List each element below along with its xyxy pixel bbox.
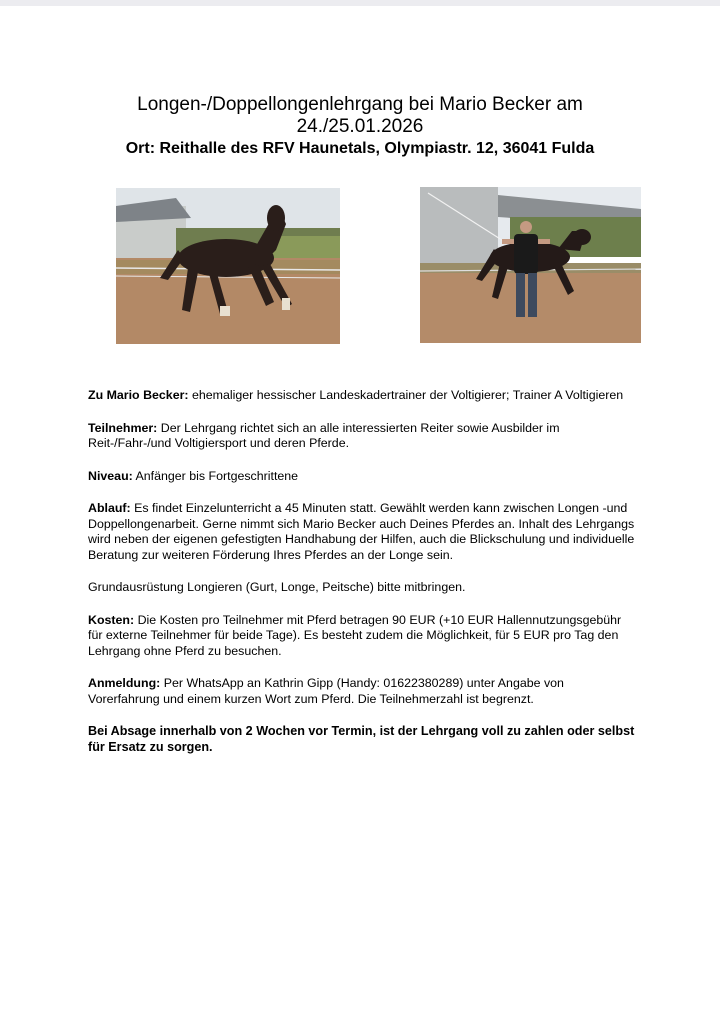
section-trainer — [88, 388, 638, 404]
level-label: Niveau: — [88, 468, 133, 483]
top-bar — [0, 0, 720, 6]
participants-text: Der Lehrgang richtet sich an alle interessierten Reiter sowie Ausbilder im Reit-/Fahr-/und Voltigiersport und deren Pferde. — [88, 420, 560, 450]
trainer-text: ehemaliger hessischer Landeskadertrainer der Voltigierer; Trainer A Voltigieren — [188, 388, 624, 402]
section-costs — [88, 613, 638, 660]
schedule-text: Es findet Einzelunterricht a 45 Minuten statt. Gewählt werden kann zwischen Longen -und Doppellongenarbeit. Gerne nimmt sich Mario Becker auch Deines Pferdes an. Inhalt des Lehrgangs wird neben der eigenen gefestigten Handhabung der Hilfen, auch die Blickschulung und individuelle Beratung zur weiteren Förderung Ihres Pferdes an der Longe sein. — [88, 501, 635, 562]
title-line-2: 24./25.01.2026 — [296, 116, 424, 137]
section-schedule — [88, 501, 638, 563]
level-text: Anfänger bis Fortgeschrittene — [132, 468, 299, 483]
registration-text: Per WhatsApp an Kathrin Gipp (Handy: 01622380289) unter Angabe von Vorerfahrung und einem kurzen Wort zum Pferd. Die Teilnehmerzahl ist begrenzt. — [88, 676, 564, 706]
lunging-horse-photo — [420, 187, 641, 343]
registration-label: Anmeldung: — [88, 676, 161, 690]
costs-label: Kosten: — [88, 612, 135, 627]
location-line: Ort: Reithalle des RFV Haunetals, Olympiastr. 12, 36041 Fulda — [125, 140, 595, 157]
participants-label: Teilnehmer: — [88, 420, 158, 435]
section-equipment — [88, 580, 638, 596]
section-participants — [88, 421, 638, 452]
cancellation-notice: Bei Absage innerhalb von 2 Wochen vor Termin, ist der Lehrgang voll zu zahlen oder selbst für Ersatz zu sorgen. — [88, 724, 635, 754]
horse-trotting-photo — [116, 188, 340, 344]
section-level — [88, 469, 638, 485]
title-line-1: Longen-/Doppellongenlehrgang bei Mario Becker am — [137, 94, 583, 115]
trainer-label: Zu Mario Becker: — [88, 388, 189, 402]
costs-text: Die Kosten pro Teilnehmer mit Pferd betragen 90 EUR (+10 EUR Hallennutzungsgebühr für externe Teilnehmer für beide Tage). Es besteht zudem die Möglichkeit, für 5 EUR pro Tag den Lehrgang ohne Pferd zu besuchen. — [88, 612, 622, 658]
schedule-label: Ablauf: — [88, 501, 131, 515]
equipment-text: Grundausrüstung Longieren (Gurt, Longe, Peitsche) bitte mitbringen. — [88, 580, 466, 594]
document-body — [88, 388, 638, 772]
section-registration — [88, 676, 638, 707]
